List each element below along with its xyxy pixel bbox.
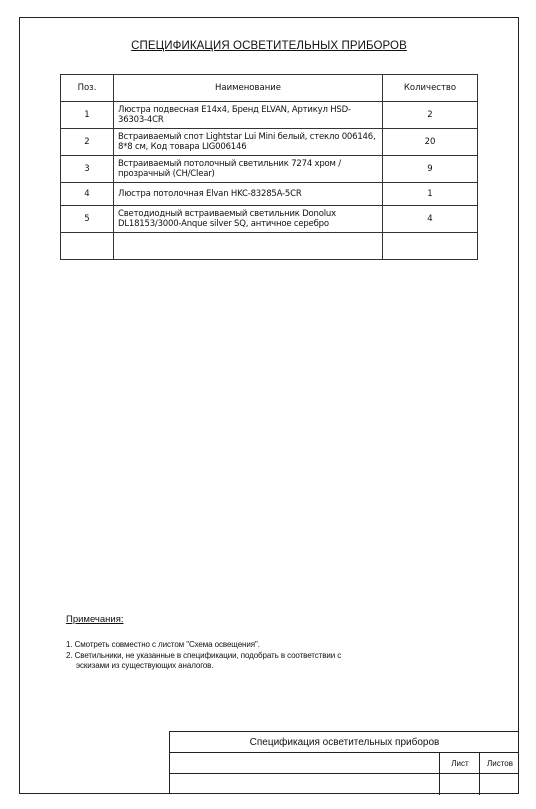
title-block-labels-row [170,753,519,774]
table-row [61,156,478,183]
row-qty: 1 [383,183,478,206]
note-item-2: 2. Светильники, не указанные в спецификации, подобрать в соответствии с [66,650,342,660]
notes-section [66,614,341,672]
row-name: Светодиодный встраиваемый светильник Donolux DL18153/3000-Anque silver SQ, античное серебро [114,206,383,233]
empty-cell [114,233,383,260]
drawing-sheet [19,17,519,794]
note-item-1: 1. Смотреть совместно с листом "Схема освещения". [66,640,260,649]
row-qty: 2 [383,102,478,129]
table-row [61,129,478,156]
table-header-row [61,75,478,102]
header-qty: Количество [383,75,478,102]
row-qty: 4 [383,206,478,233]
row-name: Люстра потолочная Elvan HKC-83285A-5CR [114,183,383,206]
header-pos: Поз. [61,75,114,102]
title-block-name: Спецификация осветительных приборов [170,732,519,753]
table-row [61,102,478,129]
row-pos: 5 [61,206,114,233]
row-pos: 3 [61,156,114,183]
title-block [169,731,519,794]
row-pos: 4 [61,183,114,206]
table-row-empty [61,233,478,260]
row-name: Встраиваемый потолочный светильник 7274 хром / прозрачный (CH/Clear) [114,156,383,183]
row-name: Люстра подвесная E14x4, Бренд ELVAN, Артикул HSD-36303-4CR [114,102,383,129]
row-name: Встраиваемый спот Lightstar Lui Mini белый, стекло 006146, 8*8 см, Код товара LIG006146 [114,129,383,156]
row-pos: 2 [61,129,114,156]
sheet-label: Лист [439,753,480,773]
specification-table [60,74,478,260]
divider [479,774,480,795]
table-row [61,183,478,206]
note-item-2-continuation: эскизами из существующих аналогов. [76,661,214,670]
notes-heading: Примечания: [66,614,124,625]
page-title: СПЕЦИФИКАЦИЯ ОСВЕТИТЕЛЬНЫХ ПРИБОРОВ [131,40,407,52]
row-pos: 1 [61,102,114,129]
empty-cell [383,233,478,260]
title-block-values-row [170,774,519,795]
divider [439,774,440,795]
empty-cell [61,233,114,260]
header-name: Наименование [114,75,383,102]
row-qty: 20 [383,129,478,156]
row-qty: 9 [383,156,478,183]
table-row [61,206,478,233]
sheets-count-label: Листов [479,753,520,773]
